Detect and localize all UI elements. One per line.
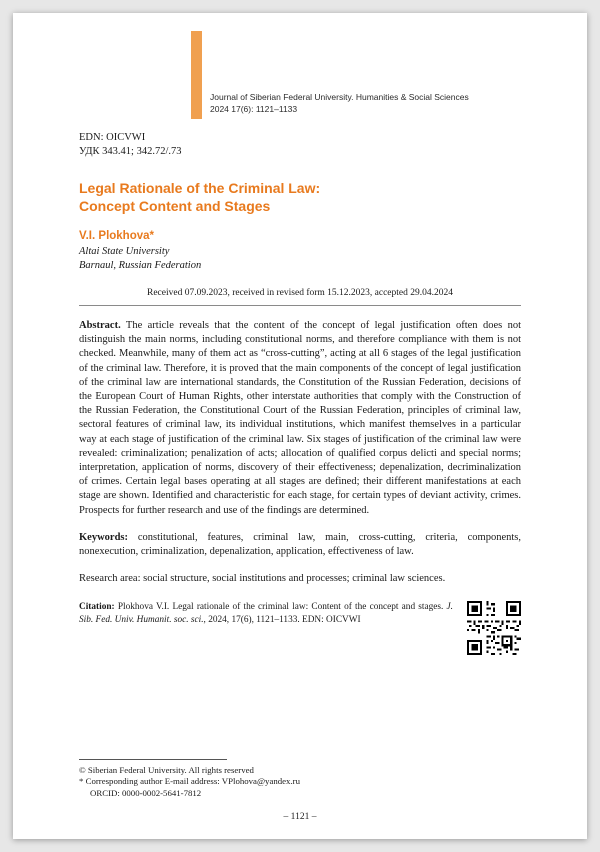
author-affiliation (79, 245, 521, 272)
abstract-text: The article reveals that the content of the concept of legal justification often does not distinguish the main norms, including constitutional norms, and therefore compliance with them is not checked. Meanwhile, many of them act as “cross-cutting”, acting at all 6 stages of the legal justification of the criminal law. Therefore, it is proved that the main components of the concept of legal justification of the criminal law are international standards, the Constitution of the Russian Federation, decisions of the European Court of Human Rights, other interstate authorities that comply with the Construction of the Russian Federation, the Constitutional Court of the Russian Federation, principles of criminal law, sectoral features of criminal law, its individual institutions, which manifest themselves in a particular way at each stage of justification of the criminal law. Six stages of justification of the criminal law were revealed: criminalization; penalization of acts; allocation of qualified corpus delicti and special norms; interpretation, application of norms, discovery of their effectiveness; depenalization, decriminalization of crimes. Certain legal bases operating at all stages are defined; their different manifestations at each stage are shown. Identified and characteristic for each stage, for certain types of deviant activity, crimes. Prospects for further research and use of the findings are determined. (79, 320, 521, 516)
edn-code: EDN: OICVWI (79, 132, 146, 143)
abstract-label: Abstract. (79, 320, 121, 331)
research-area-paragraph: Research area: social structure, social institutions and processes; criminal law sciences. (79, 573, 446, 585)
keywords-paragraph (79, 531, 521, 559)
journal-header (191, 31, 469, 119)
article-title (79, 180, 521, 215)
keywords-label: Keywords: (79, 531, 128, 543)
footnotes (79, 759, 521, 800)
udk-code: УДК 343.41; 342.72/.73 (79, 145, 182, 157)
affiliation-institution: Altai State University (79, 246, 170, 257)
header-divider (79, 305, 521, 306)
abstract-paragraph (79, 319, 521, 518)
article-title-line2: Concept Content and Stages (79, 197, 271, 214)
keywords-text: constitutional, features, criminal law, main, cross-cutting, criteria, components, nonexecution, criminalization, depenalization, application, effectiveness of law. (79, 531, 521, 558)
journal-accent-bar (191, 31, 202, 119)
citation-label: Citation: (79, 602, 115, 613)
author-name: V.I. Plokhova* (79, 230, 154, 242)
citation-journal-abbrev: J. Sib. Fed. Univ. Humanit. soc. sci. (79, 602, 453, 625)
qr-code (467, 601, 521, 655)
journal-issue-line: 2024 17(6): 1121–1133 (210, 103, 298, 114)
corresponding-author-note: * Corresponding author E-mail address: VPlohova@yandex.ru (79, 776, 300, 786)
page-number: – 1121 – (283, 812, 317, 822)
journal-name-line1: Journal of Siberian Federal University. Humanities & Social Sciences (210, 92, 469, 102)
citation-tail: , 2024, 17(6), 1121–1133. EDN: OICVWI (203, 614, 361, 625)
affiliation-location: Barnaul, Russian Federation (79, 259, 202, 271)
orcid-note: ORCID: 0000-0002-5641-7812 (90, 787, 202, 798)
footnote-divider (79, 759, 227, 760)
citation-text: Plokhova V.I. Legal rationale of the criminal law: Content of the concept and stages. (114, 602, 447, 613)
received-dates: Received 07.09.2023, received in revised form 15.12.2023, accepted 29.04.2024 (146, 288, 454, 298)
article-codes (79, 131, 521, 158)
journal-name (210, 92, 469, 119)
paper-page (13, 13, 587, 839)
citation-paragraph (79, 601, 453, 626)
article-title-line1: Legal Rationale of the Criminal Law: (79, 180, 321, 196)
citation-row (79, 601, 521, 655)
copyright-note: © Siberian Federal University. All rights reserved (79, 764, 254, 775)
